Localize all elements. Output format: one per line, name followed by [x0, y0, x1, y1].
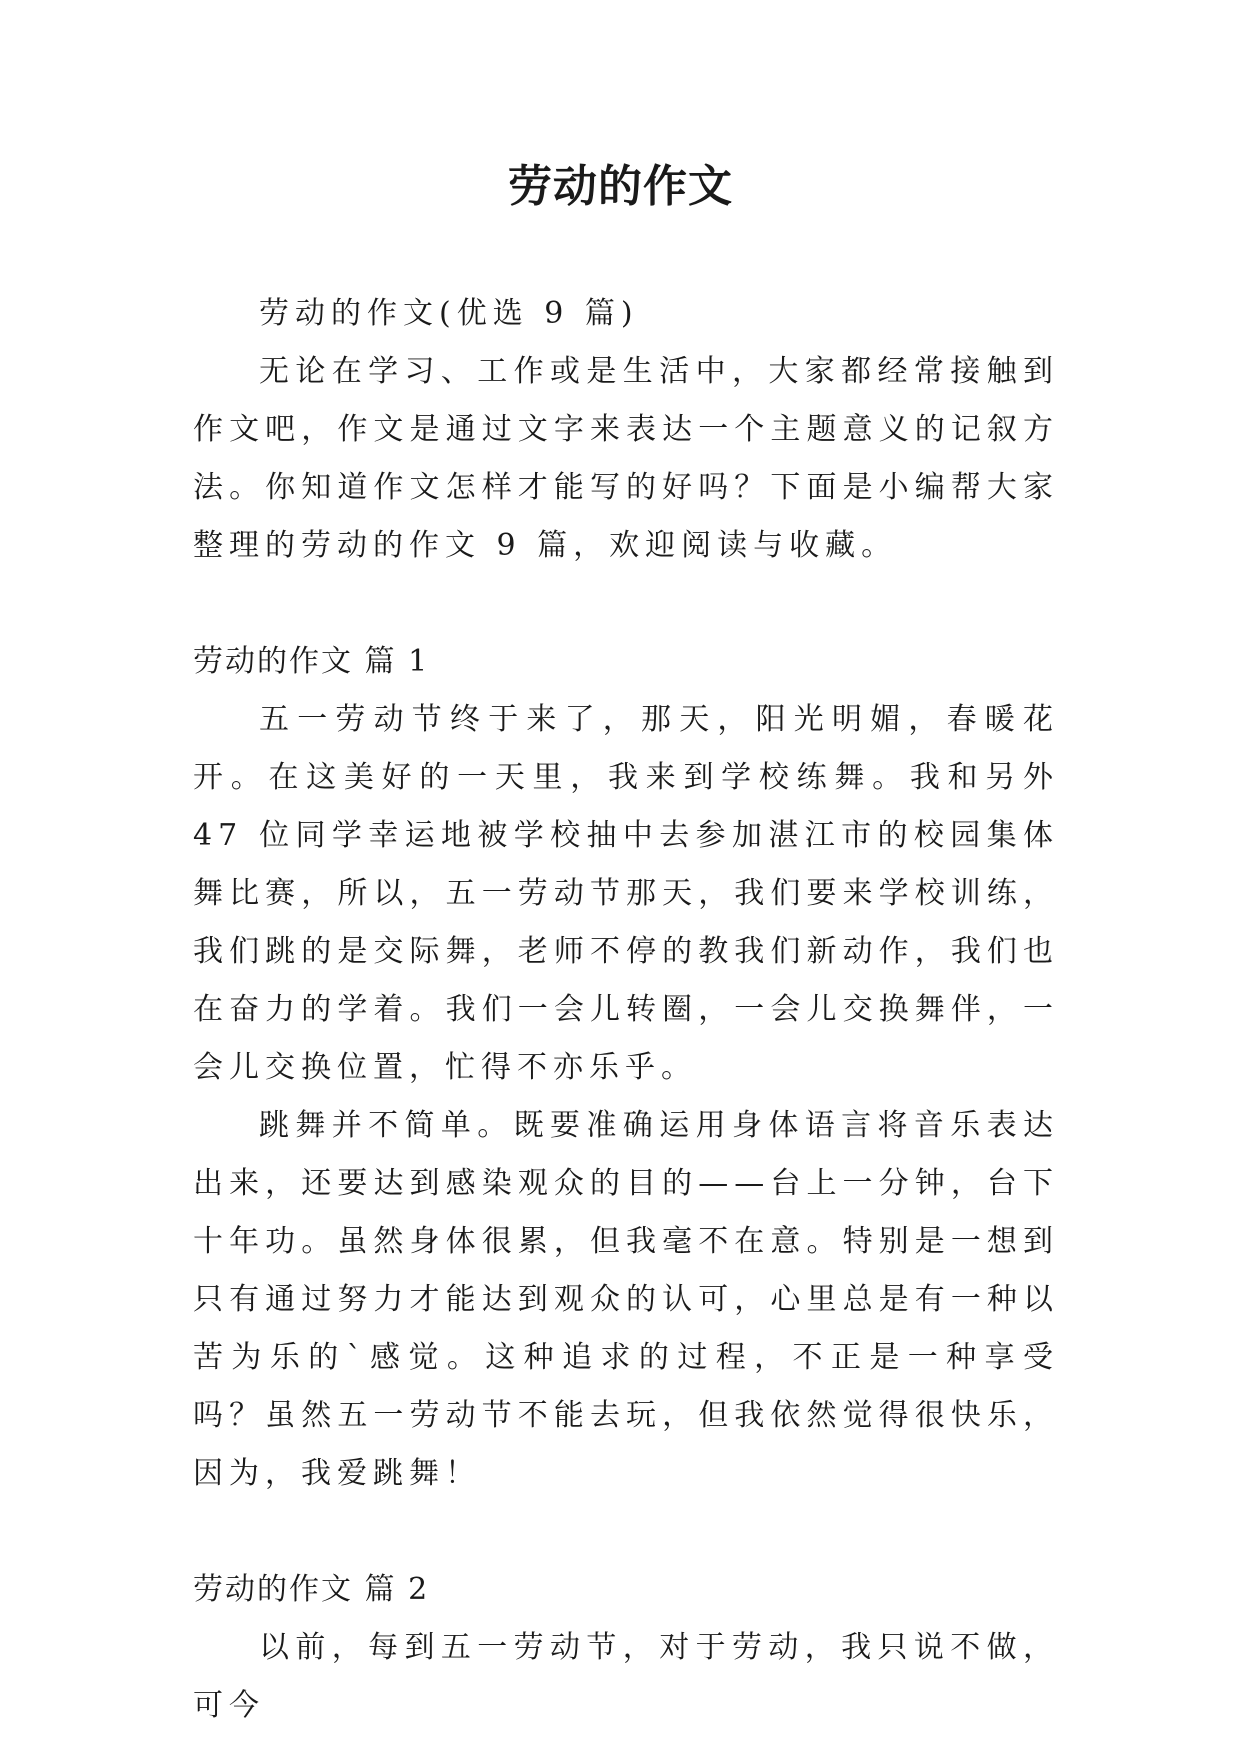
document-subtitle: 劳动的作文(优选 9 篇) — [259, 296, 639, 331]
section-spacer — [193, 575, 1059, 633]
section-2-paragraph-1: 以前，每到五一劳动节，对于劳动，我只说不做，可今 — [193, 1630, 1059, 1723]
section-1-paragraph-1: 五一劳动节终于来了，那天，阳光明媚，春暖花开。在这美好的一天里，我来到学校练舞。我和另外 47 位同学幸运地被学校抽中去参加湛江市的校园集体舞比赛，所以，五一劳动节那天，我们要来学校训练，我们跳的是交际舞，老师不停的教我们新动作，我们也在奋力的学着。我们一会儿转圈，一会儿交换舞伴，一会儿交换位置，忙得不亦乐乎。 — [193, 702, 1059, 1085]
intro-paragraph: 无论在学习、工作或是生活中，大家都经常接触到作文吧，作文是通过文字来表达一个主题意义的记叙方法。你知道作文怎样才能写的好吗？下面是小编帮大家整理的劳动的作文 9 篇，欢迎阅读与收藏。 — [193, 354, 1059, 563]
section-spacer — [193, 1503, 1059, 1561]
section-heading-1: 劳动的作文 篇 1 — [193, 644, 430, 679]
section-1-paragraph-2: 跳舞并不简单。既要准确运用身体语言将音乐表达出来，还要达到感染观众的目的——台上一分钟，台下十年功。虽然身体很累，但我毫不在意。特别是一想到只有通过努力才能达到观众的认可，心里总是有一种以苦为乐的`感觉。这种追求的过程，不正是一种享受吗？虽然五一劳动节不能去玩，但我依然觉得很快乐，因为，我爱跳舞！ — [193, 1108, 1059, 1491]
document-body — [193, 285, 1059, 1735]
section-heading-2: 劳动的作文 篇 2 — [193, 1572, 430, 1607]
document-title: 劳动的作文 — [508, 161, 733, 212]
